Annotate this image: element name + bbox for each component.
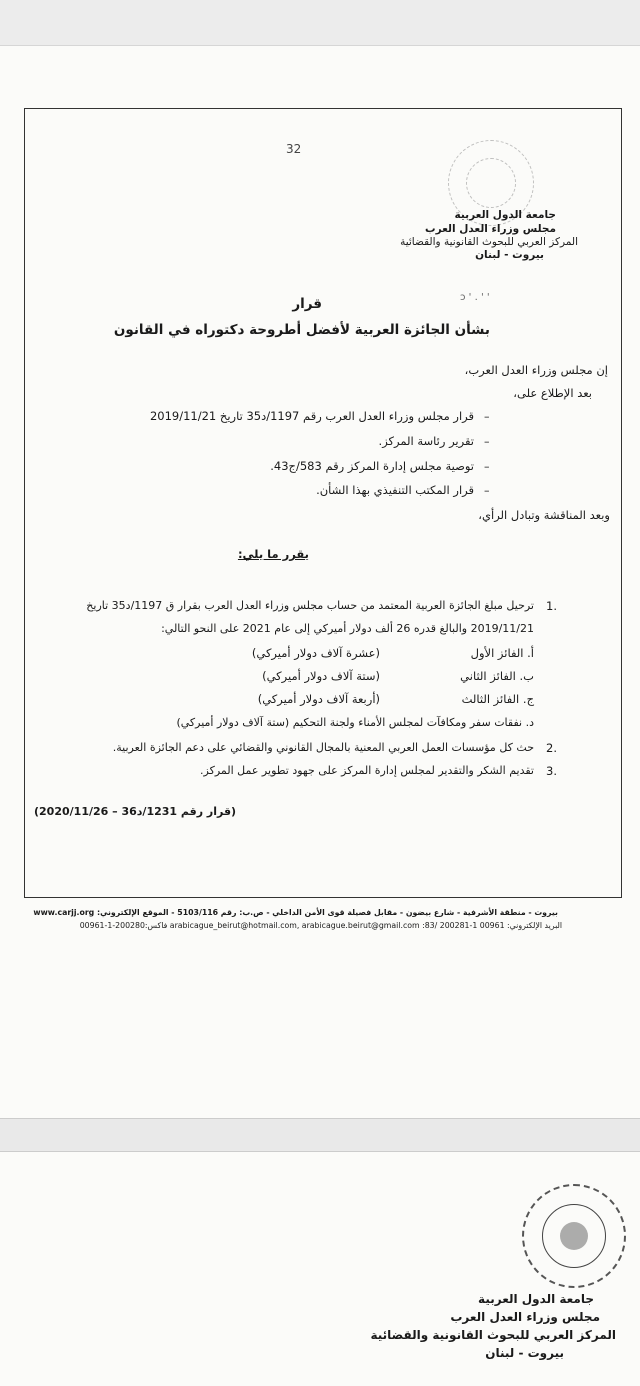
review-item-2: تقرير رئاسة المركز. [378,434,474,448]
seal-emblem-icon [560,1222,588,1250]
decision-2: حث كل مؤسسات العمل العربي المعنية بالمجال القانوني والقضائي على دعم الجائزة العربية. [112,741,534,754]
prize-1-label: أ. الفائز الأول [470,646,534,660]
header-council: مجلس وزراء العدل العرب [425,223,556,235]
faint-reference-mark: ' ' . ' ɔ [460,292,490,303]
prize-3-label: ج. الفائز الثالث [461,692,534,706]
decision-1-line-1: ترحيل مبلغ الجائزة العربية المعتمد من حساب مجلس وزراء العدل العرب بقرار ق 1197/د35 تاريخ [86,599,534,612]
faded-seal-stamp-inner [466,158,516,208]
page-separator [0,1118,640,1152]
review-item-1: قرار مجلس وزراء العدل العرب رقم 1197/د35 تاريخ 2019/11/21 [149,409,474,423]
prize-2-amount: (ستة آلاف دولار أميركي) [262,669,380,683]
header-city: بيروت - لبنان [475,249,544,261]
bullet-dash: – [484,484,490,497]
intro-council: إن مجلس وزراء العدل العرب، [464,363,608,377]
decision-subject: بشأن الجائزة العربية لأفضل أطروحة دكتوراه في القانون [113,322,490,338]
prize-1-amount: (عشرة آلاف دولار أميركي) [251,646,380,660]
prize-2-label: ب. الفائز الثاني [460,669,534,683]
expenses-line: د. نفقات سفر ومكافآت لمجلس الأمناء ولجنة التحكيم (ستة آلاف دولار أميركي) [176,716,534,729]
page2-center: المركز العربي للبحوث القانونية والقضائية [370,1328,616,1342]
page-number: 32 [286,142,302,156]
page2-league: جامعة الدول العربية [478,1292,594,1306]
prize-3-amount: (أربعة آلاف دولار أميركي) [257,692,380,706]
page2-council: مجلس وزراء العدل العرب [450,1310,600,1324]
header-center: المركز العربي للبحوث القانونية والقضائية [400,236,578,248]
footer-address: بيروت - منطقة الأشرفية - شارع بيضون - مقابل فصيلة قوى الأمن الداخلي - ص.ب: رقم 5103/116 - الموقع الإلكتروني: www.carjj.org [33,908,558,917]
header-league: جامعة الدول العربية [454,209,556,221]
intro-discussion: وبعد المناقشة وتبادل الرأي، [478,508,610,522]
decision-3: تقديم الشكر والتقدير لمجلس إدارة المركز على جهود تطوير عمل المركز. [200,764,534,777]
item-number-3: 3. [546,764,557,778]
decision-heading: قرار [292,296,322,312]
intro-decides: يقرر ما يلي: [237,547,309,561]
review-item-3: توصية مجلس إدارة المركز رقم 583/ج43. [270,459,474,473]
footer-contacts: البريد الإلكتروني: arabicague_beirut@hotmail.com, arabicague.beirut@gmail.com :83/ 200281-1 00961 فاكس:200280-1-00961 [79,921,562,930]
page2-city: بيروت - لبنان [485,1346,564,1360]
viewer-top-bar [0,0,640,46]
bullet-dash: – [484,460,490,473]
decision-reference: (قرار رقم 1231/د36 – 2020/11/26) [34,805,237,818]
review-item-4: قرار المكتب التنفيذي بهذا الشأن. [316,483,474,497]
intro-after-review: بعد الإطلاع على، [513,386,592,400]
bullet-dash: – [484,410,490,423]
item-number-2: 2. [546,741,557,755]
item-number-1: 1. [546,599,557,613]
decision-1-line-2: 2019/11/21 والبالغ قدره 26 ألف دولار أميركي إلى عام 2021 على النحو التالي: [161,622,534,635]
bullet-dash: – [484,435,490,448]
